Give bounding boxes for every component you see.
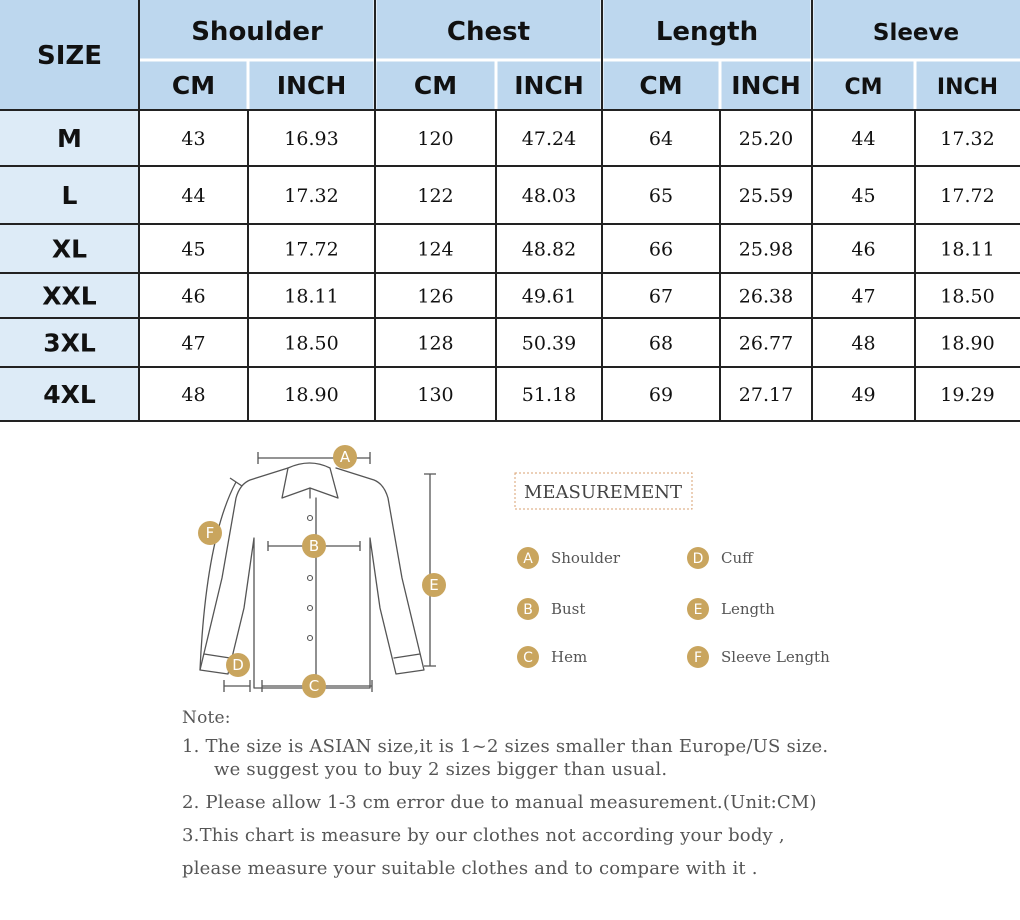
table-cell: 124 [417, 238, 454, 261]
cuff-guide [224, 680, 250, 692]
size-label-3xl: 3XL [43, 328, 96, 358]
group-header-length: Length [655, 17, 759, 47]
group-header-shoulder: Shoulder [191, 17, 323, 47]
note-1-continued: we suggest you to buy 2 sizes bigger than usual. [214, 759, 668, 780]
size-column-background [0, 110, 139, 421]
table-cell: 25.98 [738, 238, 794, 261]
size-label-m: M [57, 124, 82, 153]
table-cell: 18.50 [940, 285, 995, 308]
table-cell: 45 [181, 238, 206, 261]
measurement-legend [505, 466, 865, 686]
legend-letter-d: D [692, 551, 704, 567]
table-cell: 66 [648, 238, 674, 261]
unit-header: CM [844, 75, 883, 100]
measurement-title: MEASUREMENT [523, 482, 683, 503]
table-cell: 68 [648, 332, 674, 355]
legend-letter-b: B [523, 602, 533, 618]
legend-label-cuff: Cuff [721, 549, 753, 567]
badge-a: A [339, 448, 351, 466]
table-cell: 130 [417, 384, 454, 406]
badge-c: C [308, 677, 320, 695]
table-cell: 17.72 [284, 238, 339, 261]
legend-letter-e: E [693, 602, 703, 618]
table-cell: 26.77 [738, 332, 794, 355]
table-cell: 18.11 [284, 285, 339, 308]
size-header: SIZE [36, 41, 103, 71]
legend-label-bust: Bust [551, 600, 586, 618]
size-label-4xl: 4XL [43, 380, 96, 409]
table-cell: 122 [417, 185, 454, 207]
table-cell: 49 [851, 384, 876, 406]
table-cell: 18.90 [284, 384, 339, 406]
group-header-chest: Chest [446, 17, 531, 47]
sleeve-guide [200, 482, 236, 670]
table-cell: 44 [851, 128, 876, 150]
table-cell: 47 [851, 285, 876, 308]
shirt-measurement-diagram [170, 438, 470, 708]
legend-letter-c: C [523, 650, 533, 666]
table-cell: 48.03 [521, 185, 577, 207]
note-2: 2. Please allow 1-3 cm error due to manual measurement.(Unit:CM) [182, 792, 817, 813]
unit-header: INCH [731, 71, 801, 100]
table-cell: 19.29 [940, 384, 995, 406]
table-cell: 47.24 [521, 128, 577, 150]
table-cell: 18.50 [284, 332, 339, 355]
table-cell: 64 [648, 128, 674, 150]
badge-d: D [232, 656, 244, 674]
table-cell: 18.90 [940, 332, 995, 355]
table-cell: 46 [851, 238, 876, 261]
note-1: 1. The size is ASIAN size,it is 1~2 sizes smaller than Europe/US size. [182, 736, 829, 757]
table-cell: 18.11 [940, 238, 995, 261]
shirt-button [308, 576, 313, 581]
unit-header: CM [171, 71, 216, 100]
table-cell: 48 [181, 384, 206, 406]
table-cell: 128 [417, 332, 454, 355]
table-cell: 17.32 [284, 185, 339, 207]
size-label-xl: XL [51, 234, 88, 264]
table-cell: 25.59 [738, 185, 794, 207]
table-cell: 126 [417, 285, 454, 308]
table-cell: 50.39 [521, 332, 577, 355]
note-3-continued: please measure your suitable clothes and to compare with it . [182, 858, 758, 879]
legend-label-length: Length [721, 600, 775, 618]
badge-f: F [205, 524, 215, 542]
table-cell: 45 [851, 185, 876, 207]
size-label-l: L [61, 181, 78, 210]
legend-label-sleeve-length: Sleeve Length [721, 648, 830, 666]
legend-letter-f: F [693, 650, 703, 666]
table-cell: 16.93 [284, 128, 339, 150]
table-cell: 49.61 [521, 285, 577, 308]
table-cell: 46 [181, 285, 206, 308]
table-cell: 65 [648, 185, 674, 207]
table-cell: 25.20 [738, 128, 794, 150]
unit-header: INCH [514, 71, 584, 100]
table-cell: 67 [648, 285, 674, 308]
table-cell: 120 [417, 128, 454, 150]
table-cell: 48 [851, 332, 876, 355]
shirt-button [308, 636, 313, 641]
notes-heading: Note: [182, 708, 231, 728]
legend-letter-a: A [523, 551, 533, 567]
size-chart-table [0, 0, 1020, 422]
note-3: 3.This chart is measure by our clothes not according your body , [182, 825, 785, 846]
body-background [139, 110, 1020, 421]
unit-header: INCH [936, 75, 999, 100]
length-guide [424, 474, 439, 666]
table-cell: 27.17 [738, 384, 794, 406]
table-cell: 44 [181, 185, 206, 207]
legend-label-hem: Hem [551, 648, 588, 666]
shirt-button [308, 606, 313, 611]
table-cell: 17.32 [940, 128, 995, 150]
table-cell: 69 [648, 384, 674, 406]
unit-header: INCH [276, 71, 347, 100]
legend-label-shoulder: Shoulder [551, 549, 621, 567]
size-label-xxl: XXL [42, 281, 97, 311]
unit-header: CM [413, 71, 458, 100]
badge-e: E [429, 576, 439, 594]
table-cell: 48.82 [521, 238, 577, 261]
badge-b: B [308, 537, 320, 555]
table-cell: 17.72 [940, 185, 995, 207]
table-cell: 43 [181, 128, 206, 150]
group-header-sleeve: Sleeve [872, 20, 960, 46]
table-cell: 26.38 [738, 285, 794, 308]
table-cell: 47 [181, 332, 206, 355]
table-cell: 51.18 [521, 384, 577, 406]
shirt-button [308, 516, 313, 521]
unit-header: CM [639, 71, 683, 100]
